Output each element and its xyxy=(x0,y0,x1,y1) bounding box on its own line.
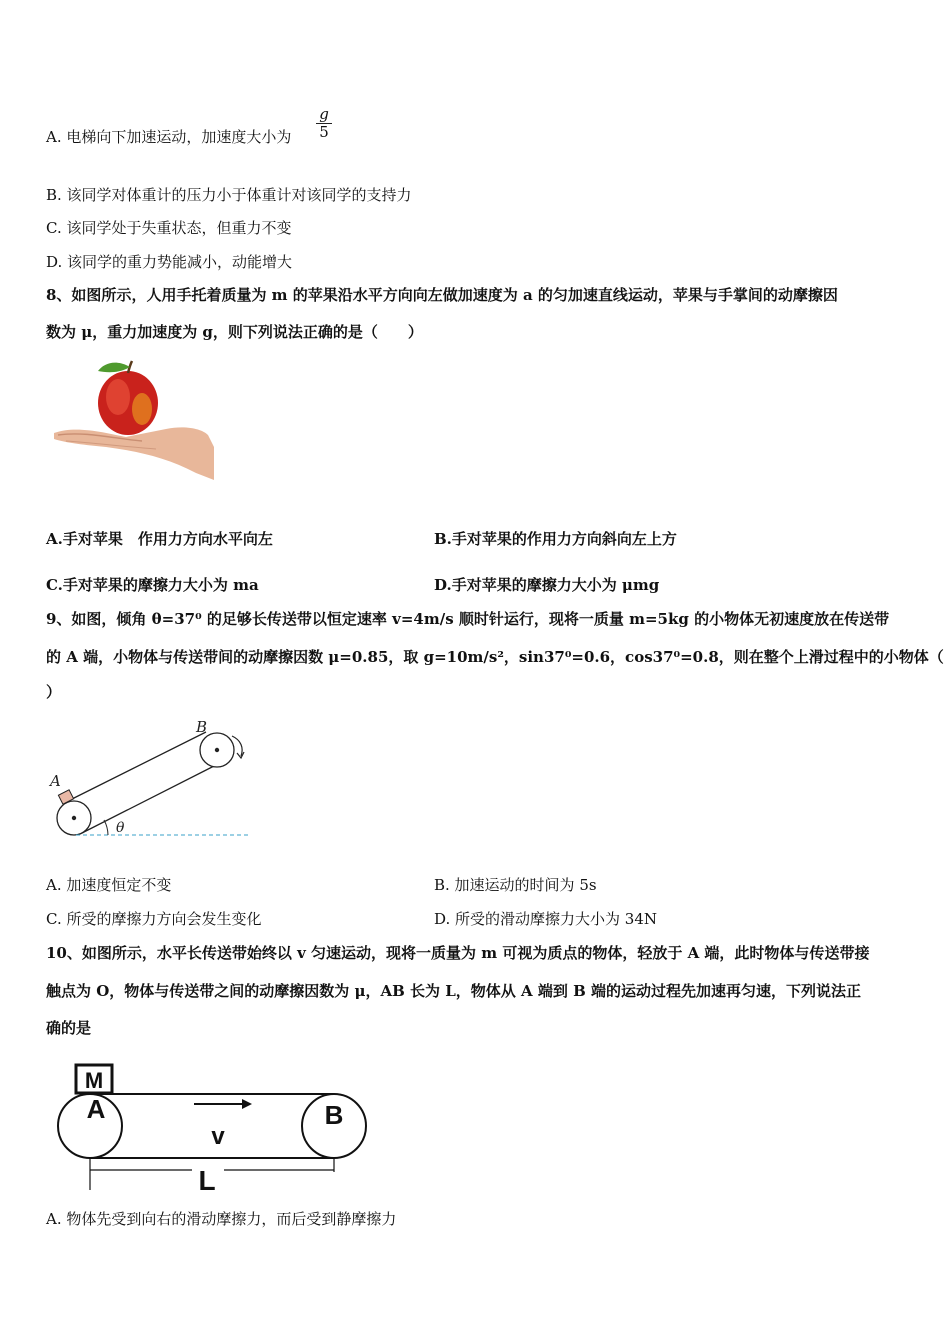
q9-option-b: B. 加速运动的时间为 5s xyxy=(434,876,597,894)
q9-label-a: A xyxy=(50,772,61,790)
apple-in-hand-image xyxy=(46,355,214,480)
q8-option-c: C.手对苹果的摩擦力大小为 ma xyxy=(46,576,259,594)
q9-stem-line3: ） xyxy=(46,683,62,701)
q7-fraction-denominator: 5 xyxy=(319,123,329,141)
q8-option-b: B.手对苹果的作用力方向斜向左上方 xyxy=(434,530,677,548)
q9-label-b: B xyxy=(196,718,208,736)
q8-option-a: A.手对苹果 作用力方向水平向左 xyxy=(46,530,273,548)
q8-stem-line1: 8、如图所示，人用手托着质量为 m 的苹果沿水平方向向左做加速度为 a 的匀加速直线运动，苹果与手掌间的动摩擦因 xyxy=(46,286,838,304)
inclined-conveyor-diagram xyxy=(46,712,256,842)
q10-stem-line1: 10、如图所示，水平长传送带始终以 v 匀速运动，现将一质量为 m 可视为质点的物体，轻放于 A 端，此时物体与传送带接 xyxy=(46,944,870,962)
q10-stem-line3: 确的是 xyxy=(46,1019,92,1037)
q9-stem-line2: 的 A 端，小物体与传送带间的动摩擦因数 μ=0.85，取 g=10m/s²，sin37⁰=0.6，cos37⁰=0.8，则在整个上滑过程中的小物体（ xyxy=(46,648,944,666)
q9-stem-line1: 9、如图，倾角 θ=37⁰ 的足够长传送带以恒定速率 v=4m/s 顺时针运行，现将一质量 m=5kg 的小物体无初速度放在传送带 xyxy=(46,610,890,628)
q9-option-d: D. 所受的滑动摩擦力大小为 34N xyxy=(434,910,658,928)
q9-label-theta: θ xyxy=(116,820,125,836)
q8-stem-line2: 数为 μ，重力加速度为 g，则下列说法正确的是（ ） xyxy=(46,323,423,341)
q10-label-l: L xyxy=(198,1165,216,1194)
q10-label-b: B xyxy=(324,1100,344,1130)
q10-label-v: v xyxy=(211,1123,225,1150)
q7-option-d: D. 该同学的重力势能减小，动能增大 xyxy=(46,253,293,271)
q10-label-m: M xyxy=(84,1068,104,1093)
q9-option-c: C. 所受的摩擦力方向会发生变化 xyxy=(46,910,262,928)
q10-stem-line2: 触点为 O，物体与传送带之间的动摩擦因数为 μ，AB 长为 L，物体从 A 端到 B 端的运动过程先加速再匀速，下列说法正 xyxy=(46,982,862,1000)
q7-option-c: C. 该同学处于失重状态，但重力不变 xyxy=(46,219,292,237)
q7-fraction xyxy=(316,106,332,141)
q8-option-d: D.手对苹果的摩擦力大小为 μmg xyxy=(434,576,660,594)
horizontal-conveyor-diagram xyxy=(54,1062,370,1194)
q9-option-a: A. 加速度恒定不变 xyxy=(46,876,172,894)
q7-option-b: B. 该同学对体重计的压力小于体重计对该同学的支持力 xyxy=(46,186,412,204)
q7-fraction-numerator: g xyxy=(316,106,332,124)
q7-option-a: A. 电梯向下加速运动，加速度大小为 xyxy=(46,128,292,146)
q10-option-a: A. 物体先受到向右的滑动摩擦力，而后受到静摩擦力 xyxy=(46,1210,397,1228)
q10-label-a: A xyxy=(86,1094,106,1124)
